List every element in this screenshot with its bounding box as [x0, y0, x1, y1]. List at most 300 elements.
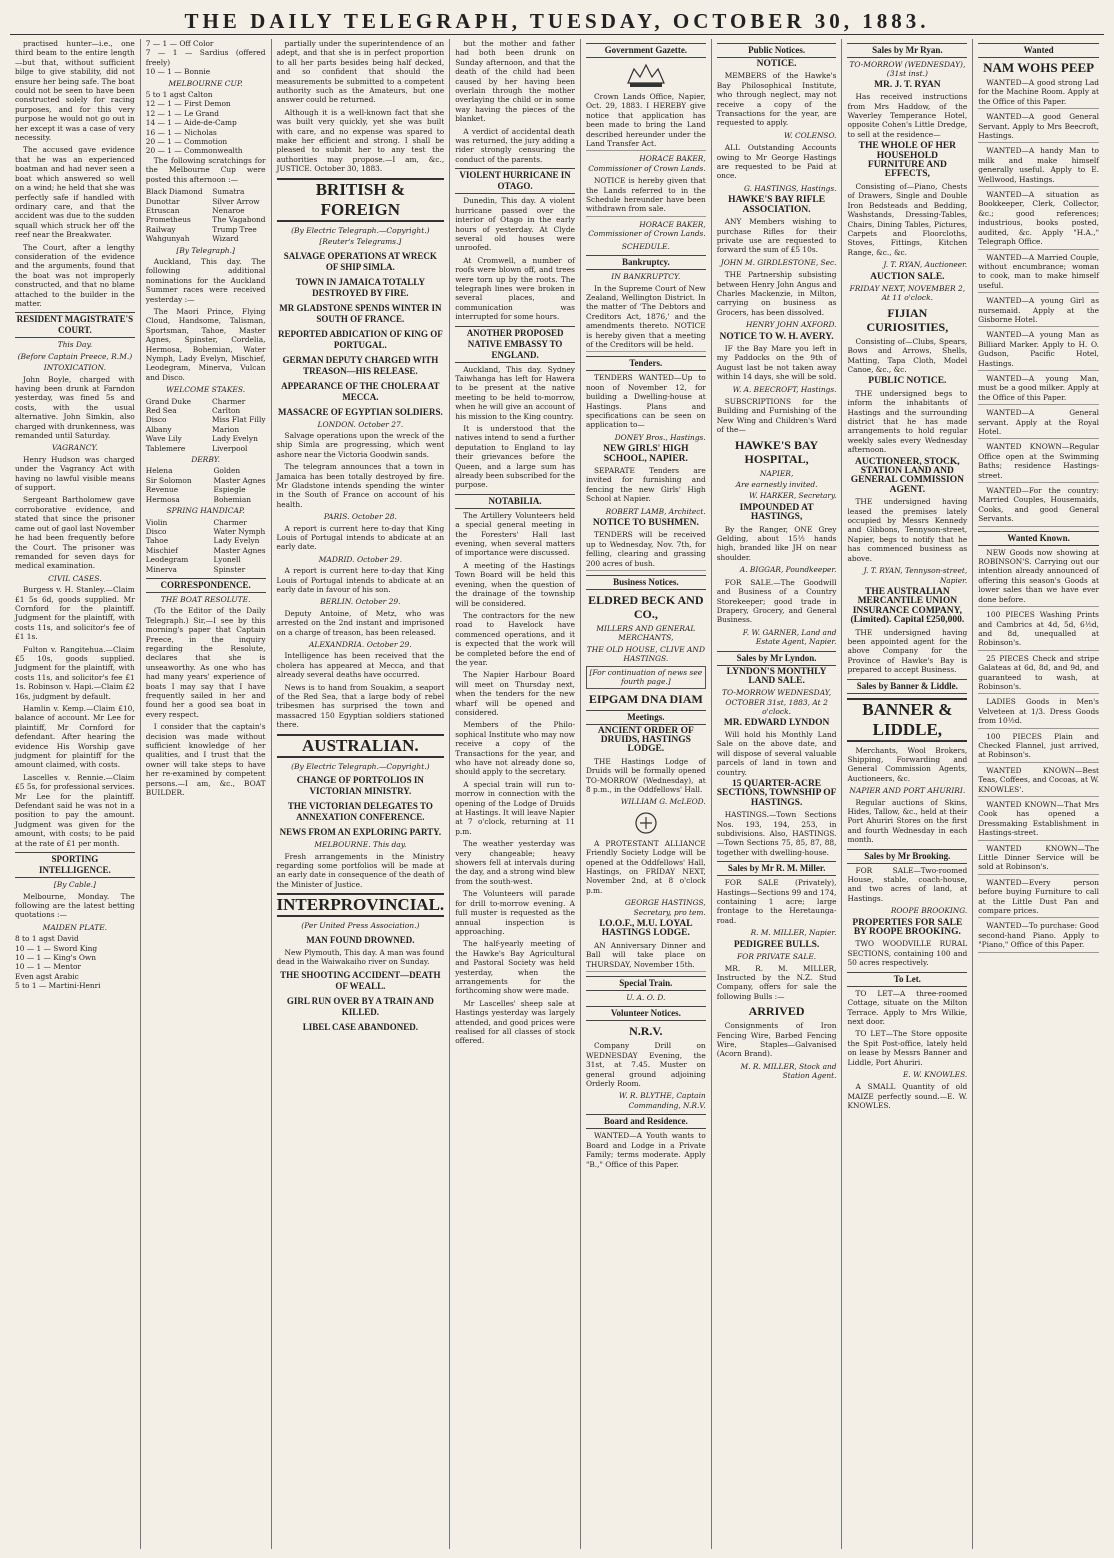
- girls-school-sig: ROBERT LAMB, Architect.: [605, 506, 706, 516]
- derby-table: [146, 466, 266, 504]
- auctioneer-heading: AUCTIONEER, STOCK, STATION LAND AND GENERAL COMMISSION AGENT.: [850, 456, 964, 495]
- melbourne-dateline: MELBOURNE. This day.: [314, 840, 407, 850]
- board-heading: Board and Residence.: [586, 1114, 706, 1129]
- lead-article-cont2: The Court, after a lengthy consideration of the evidence and the arguments, found that the boat was not improperly constructed, and that no blame attached to the builder in the matter.: [15, 242, 135, 308]
- notabilia-cont-5: The weather yesterday was very changeable; heavy showers fell at intervals during the day, and a strong wind blew from the south-west.: [455, 839, 575, 886]
- sporting-event: MAIDEN PLATE.: [42, 922, 108, 932]
- inter-headline-3: GIRL RUN OVER BY A TRAIN AND KILLED.: [286, 996, 434, 1018]
- native-heading: ANOTHER PROPOSED NATIVE EMBASSY TO ENGLAND.: [455, 326, 575, 363]
- welcome-item: Wave Lily: [145, 434, 182, 444]
- lead-cont-3: Although it is a well-known fact that she was built very quickly, yet she was built with care, and no expense was spared to make her efficient and strong. I shall be pleased to submit her to any test the authorities may propose.—I am, &c., JUSTICE. October 30, 1883.: [276, 107, 445, 174]
- vagrancy-heading: VAGRANCY.: [51, 443, 98, 453]
- betting-item: 10 — 1 — Bonnie: [145, 67, 211, 77]
- rifle-sig: JOHN M. GIRDLESTONE, Sec.: [720, 257, 837, 267]
- gov-notice-1-sig: HORACE BAKER, Commissioner of Crown Lands.: [588, 154, 706, 173]
- native-cont: It is understood that the natives intend to send a further deputation to England to lay their grievances before the Queen, and a large sum has already been subscribed for the purpose.: [455, 424, 575, 490]
- notabilia-cont-2: The contractors for the new road to Havelock have commenced operations, and it is expected that the work will be completed before the end of the year.: [455, 610, 575, 667]
- tenders-sig: DONEY Bros., Hastings.: [614, 432, 706, 442]
- nrv-sig: W. R. BLYTHE, Captain Commanding, N.R.V.: [618, 1091, 706, 1110]
- avery-text: IF the Bay Mare you left in my Paddocks on the 9th of August last be not taken away within 14 days, she will be sold.: [716, 343, 837, 382]
- banner-address: NAPIER AND PORT AHURIRI.: [849, 786, 966, 796]
- public-notice-heading: PUBLIC NOTICE.: [868, 376, 947, 387]
- girls-school-heading: NEW GIRLS' HIGH SCHOOL, NAPIER.: [603, 444, 689, 464]
- vagrancy-text: Henry Hudson was charged under the Vagrancy Act with having no lawful visible means of support.: [15, 454, 135, 493]
- notabilia-cont-4: A special train will run to-morrow in connection with the opening of the Lodge of Druids at Hastings. It will leave Napier at 7 o'clock, returning at 11 p.m.: [455, 779, 575, 836]
- scratch-col-a: [146, 187, 203, 243]
- headline-4: REPORTED ABDICATION OF KING OF PORTUGAL.: [278, 328, 443, 350]
- bushmen-heading: NOTICE TO BUSHMEN.: [592, 518, 699, 529]
- violent-cont: At Cromwell, a number of roofs were blown off, and trees were torn up by the roots. The telegraph lines were broken in several places, and communication was interrupted for some hours.: [455, 255, 575, 322]
- correspondence-sub: THE BOAT RESOLUTE.: [160, 594, 251, 604]
- welcome-item: Tablemere: [145, 443, 186, 453]
- odds-item: 10 — 1 — Mentor: [15, 962, 81, 972]
- bushmen-text: TENDERS will be received up to Wednesday, Nov. 7th, for felling, clearing and grassing 200 acres of bush.: [586, 530, 706, 571]
- derby-heading: DERBY.: [191, 455, 221, 465]
- column-8: [973, 39, 1104, 1549]
- gov-gazette-heading: Government Gazette.: [586, 43, 706, 58]
- pedigree-sub: FOR PRIVATE SALE.: [736, 952, 817, 962]
- court-before: (Before Captain Preece, R.M.): [17, 351, 133, 361]
- lyndon-text: Will hold his Monthly Land Sale on the above date, and will dispose of several valuable parcels of land in town and country.: [716, 729, 837, 777]
- scratch-item: Dunottar: [145, 196, 180, 206]
- rifle-text: ANY Members wishing to purchase Rifles for their private use are requested to forward the sum of £5 10s.: [716, 217, 837, 255]
- eipgam-heading: EIPGAM DNA DIAM: [588, 691, 703, 706]
- notabilia-text: The Artillery Volunteers held a special general meeting in the Foresters' Hall last evening, when several matters of importance were discussed.: [455, 510, 575, 558]
- column-1: [10, 39, 141, 1549]
- pedigree-text: MR. R. M. MILLER, Instructed by the N.Z. Stud Company, offers for sale the following Bulls :—: [716, 963, 837, 1001]
- ioof-text: AN Anniversary Dinner and Ball will take place on THURSDAY, November 15th.: [586, 941, 706, 972]
- column-4: [450, 39, 581, 1549]
- wanted-ad: WANTED—A handy Man to milk and make himself generally useful. Apply to E. Wellwood, Hastings.: [978, 146, 1099, 187]
- wanted-ad: WANTED—A good General Servant. Apply to Mrs Beecroft, Hastings.: [978, 112, 1099, 143]
- beck-footer: [For continuation of news see fourth page.]: [586, 666, 706, 689]
- civil-heading: CIVIL CASES.: [48, 573, 102, 583]
- spring-heading: SPRING HANDICAP.: [166, 506, 245, 516]
- welcome-item: Red Sea: [145, 406, 177, 416]
- inter-headline-4: LIBEL CASE ABANDONED.: [302, 1022, 418, 1033]
- wanted-ad: WANTED—A young Girl as nursemaid. Apply at the Gisborne Hotel.: [978, 296, 1099, 327]
- known-ad: 100 PIECES Washing Prints and Cambrics at 4d, 5d, 6½d, and 8d, unequalled at Robinson's.: [978, 610, 1099, 651]
- scratch-item: Wizard: [212, 234, 239, 244]
- london-dateline: LONDON. October 27.: [317, 419, 404, 429]
- wanted-ad: WANTED—A General servant. Apply at the Royal Hotel.: [978, 408, 1099, 439]
- sales-banner-heading: Sales by Banner & Liddle.: [847, 679, 967, 694]
- scratch-table: [146, 187, 266, 243]
- court-text: John Boyle, charged with having been drunk at Farndon yesterday, was fined 5s and costs, with the usual alternative. John Simkin, also charged with drunkenness, was remanded until Saturday.: [15, 374, 135, 441]
- known-ad: WANTED—To purchase: Good second-hand Piano. Apply to "Piano," Office of this Paper.: [978, 921, 1099, 952]
- notabilia-cont-8: Mr Lascelles' sheep sale at Hastings yesterday was largely attended, and good prices were realised for all classes of stock offered.: [455, 998, 575, 1046]
- alexandria-cont: News is to hand from Souakim, a seaport of the Red Sea, that a large body of rebel tribesmen has surprised the town and massacred 150 Egyptian soldiers stationed there.: [276, 682, 445, 730]
- derby-item: Master Agnes: [213, 475, 266, 485]
- known-ad: 25 PIECES Check and stripe Galateas at 6d, 8d, and 9d, and guaranteed to wash, at Robinson's.: [978, 654, 1099, 695]
- wanted-ad: WANTED—A good strong Lad for the Machine Room. Apply at the Office of this Paper.: [978, 78, 1099, 109]
- vagrancy-cont: Sergeant Bartholomew gave corroborative evidence, and stated that since the prisoner came out of gaol last November he had been frequently before the Court. The prisoner was remanded for seven days for medical examination.: [15, 495, 135, 571]
- known-ad: WANTED—Every person before buying Furniture to call at the Little Dust Pan and compare prices.: [978, 878, 1099, 919]
- impounded-sig: A. BIGGAR, Poundkeeper.: [739, 565, 837, 575]
- sporting-sub: [By Cable.]: [53, 880, 96, 890]
- nrv-text: Company Drill on WEDNESDAY Evening, the 31st, at 7.45. Muster on general ground adjoining Orderly Room.: [585, 1041, 706, 1089]
- scratch-item: Sumatra: [212, 187, 245, 197]
- avery-sig: W. A. BEECROFT, Hastings.: [732, 384, 837, 394]
- welcome-item: Disco: [145, 415, 167, 425]
- protestant-alliance-text: A PROTESTANT ALLIANCE Friendly Society Lodge will be opened at the Oddfellows' Hall, Hastings, on FRIDAY NEXT, November 2nd, at 8 o'clock p.m.: [585, 838, 706, 895]
- scratch-col-b: [212, 187, 265, 243]
- aus-headline-3: NEWS FROM AN EXPLORING PARTY.: [279, 827, 442, 838]
- scratch-item: Prometheus: [145, 215, 191, 225]
- column-3: [272, 39, 451, 1549]
- known-ad: WANTED KNOWN—Best Teas, Coffees, and Cocoas, at W. KNOWLES'.: [978, 766, 1099, 797]
- meetings-heading: Meetings.: [586, 710, 706, 725]
- impounded-text: By the Ranger, ONE Grey Gelding, about 15½ hands high, branded like JH on near shoulder.: [716, 524, 837, 562]
- spring-col-a: [146, 518, 189, 574]
- betting-item: 12 — 1 — First Demon: [145, 99, 231, 109]
- impounded-heading: IMPOUNDED AT HASTINGS,: [739, 502, 814, 523]
- spring-item: Lyonell: [213, 555, 241, 565]
- hospital-sig: W. HARKER, Secretary.: [749, 491, 837, 501]
- brooking-text: FOR SALE—Two-roomed House, stable, coach-house, and two acres of land, at Hastings.: [847, 865, 968, 903]
- column-7: [842, 39, 973, 1549]
- australian-sub: (By Electric Telegraph.—Copyright.): [291, 761, 430, 771]
- spring-item: Leodegram: [145, 555, 189, 565]
- spring-item: Tahoe: [145, 536, 169, 546]
- bankruptcy-heading: Bankruptcy.: [586, 255, 706, 270]
- lead-article: practised hunter—i.e., one third beam to the entire length—but that, without sufficient bilge to give stability, did not ensure her being safe. The boat could not be seen to have been constructed solely for racing purposes, and for this very purpose he would not go out in her except it was a case of very necessity.: [15, 39, 135, 143]
- civil-text: Burgess v. H. Stanley.—Claim £1 5s 6d, goods supplied. Mr Cornford for the plaintiff. Judgment for the plaintiff, with costs 11s, and solicitor's fee of £1 1s.: [15, 585, 135, 642]
- known-ad: WANTED KNOWN—That Mrs Cook has opened a Dressmaking Establishment in Hastings-street.: [978, 800, 1099, 841]
- auctioneer-sig: J. T. RYAN, Tennyson-street, Napier.: [863, 566, 968, 585]
- welcome-item: Charmer: [212, 396, 246, 406]
- rural-text: TWO WOODVILLE RURAL SECTIONS, containing 100 and 50 acres respectively.: [847, 939, 968, 968]
- court-heading: RESIDENT MAGISTRATE'S COURT.: [15, 312, 135, 338]
- banner-text: Regular auctions of Skins, Hides, Tallow, &c., held at their Port Ahuriri Stores on the first and fourth Wednesday in each month.: [847, 797, 968, 845]
- cable-text: Auckland, This day. The following additional nominations for the Auckland Summer races were received yesterday :—: [145, 256, 266, 304]
- royal-crest-icon: [624, 61, 668, 89]
- spring-item: Lady Evelyn: [213, 536, 260, 546]
- berlin-dateline: BERLIN. October 29.: [320, 597, 401, 607]
- spring-item: Master Agnes: [213, 545, 266, 555]
- emblem-icon: [626, 810, 666, 836]
- notabilia-text-2: Members of the Philo-sophical Institute who may now receive a copy of the Transactions for the year, and who have not already done so, should apply to the secretary.: [455, 720, 575, 777]
- auction-sale-heading: AUCTION SALE.: [870, 271, 945, 282]
- alexandria-dateline: ALEXANDRIA. October 29.: [308, 640, 412, 650]
- paris-dateline: PARIS. October 28.: [323, 512, 397, 522]
- welcome-col-b: [212, 397, 265, 453]
- betting-item: 14 — 1 — Aide-de-Camp: [145, 118, 237, 128]
- pedigree-heading: PEDIGREE BULLS.: [733, 939, 820, 950]
- aus-headline-1: CHANGE OF PORTFOLIOS IN VICTORIAN MINISTRY.: [296, 775, 424, 797]
- british-foreign-heading: BRITISH & FOREIGN: [277, 178, 445, 222]
- wanted-heading: Wanted: [978, 43, 1099, 58]
- wanted-ad: WANTED—A young Man as Billiard Marker. Apply to H. O. Gudson, Pacific Hotel, Hastings.: [978, 330, 1099, 371]
- sporting-text: Melbourne, Monday. The following are the latest betting quotations :—: [15, 891, 135, 920]
- wanted-known-heading: Wanted Known.: [978, 531, 1099, 546]
- arrived-heading: ARRIVED: [748, 1004, 805, 1019]
- forsale-text: FOR SALE.—The Goodwill and Business of a Country Storekeeper; good trade in Drapery, Grocery, and General Business.: [716, 577, 837, 625]
- derby-col-b: [214, 466, 266, 504]
- nam-wohs-peep-heading: NAM WOHS PEEP: [983, 60, 1095, 75]
- sales-brooking-heading: Sales by Mr Brooking.: [847, 849, 967, 864]
- headline-6: APPEARANCE OF THE CHOLERA AT MECCA.: [281, 380, 440, 402]
- scratch-item: The Vagabond: [212, 215, 266, 225]
- spring-item: Disco: [145, 526, 167, 536]
- spring-item: Mischief: [145, 545, 178, 555]
- lyndon-monthly: LYNDON'S MONTHLY LAND SALE.: [726, 666, 827, 686]
- interprovincial-sub: (Per United Press Association.): [301, 921, 420, 931]
- odds-list: [15, 934, 135, 990]
- headline-2: TOWN IN JAMAICA TOTALLY DESTROYED BY FIRE.: [295, 276, 425, 298]
- maize-text: A SMALL Quantity of old MAIZE perfectly sound.—E. W. KNOWLES.: [847, 1082, 968, 1111]
- derby-item: Bohemian: [213, 494, 252, 504]
- notabilia-cont-6: The Volunteers will parade for drill to-morrow evening. A full muster is requested as the annual inspection is approaching.: [455, 889, 575, 936]
- column-6: [712, 39, 843, 1549]
- violent-heading: VIOLENT HURRICANE IN OTAGO.: [455, 168, 575, 194]
- notabilia-cont-7: The half-yearly meeting of the Hawke's Bay Agricultural and Pastoral Society was held yesterday, when the arrangements for the forthcoming show were made.: [455, 939, 575, 996]
- spring-item: Minerva: [145, 564, 177, 574]
- interprovincial-heading: INTERPROVINCIAL.: [277, 893, 445, 917]
- accounts-text: ALL Outstanding Accounts owing to Mr George Hastings are requested to be Paid at once.: [716, 143, 837, 181]
- inter-text-1: New Plymouth, This day. A man was found dead in the Waiwakaiho river on Sunday.: [276, 947, 445, 966]
- auctioneer-text: THE undersigned having leased the premises lately occupied by Messrs Kennedy and Gibbons, Tennyson-street, Napier, begs to notify that he has commenced business as above.: [847, 497, 968, 563]
- special-train-heading: Special Train.: [586, 976, 706, 991]
- scratch-item: Trump Tree: [212, 224, 257, 234]
- welcome-col-a: [146, 397, 191, 453]
- court-day: This Day.: [57, 340, 93, 350]
- lead-article-4: but the mother and father had both been drunk on Sunday afternoon, and that the death of the child had been caused by her having been overlain through the mother overlaying the child or in some way having the pieces of the blanket.: [455, 39, 575, 124]
- lead-article-3: partially under the superintendence of an adept, and that she is in perfect proportion to all her parts besides being half decked, and so confident that should the measurements be submitted to a competent authority such as the Amateurs, but one answer could be returned.: [276, 39, 445, 105]
- inter-headline-2: THE SHOOTING ACCIDENT—DEATH OF WEALL.: [280, 970, 441, 992]
- banner-sub: Merchants, Wool Brokers, Shipping, Forwarding and General Commission Agents, Auctioneers, &c.: [847, 745, 968, 783]
- column-2: [141, 39, 272, 1549]
- public-notice-text: THE undersigned begs to inform the inhabitants of Hastings and the surrounding district that he has made arrangements to hold regular weekly sales every Wednesday afternoon.: [847, 388, 968, 455]
- betting-item: 16 — 1 — Nicholas: [145, 127, 217, 137]
- scratch-item: Etruscan: [145, 205, 180, 215]
- fijian-heading: FIJIAN CURIOSITIES,: [866, 305, 949, 334]
- known-ad: NEW Goods now showing at ROBINSON'S. Carrying out our intention already announced of offering this season's Goods at lower sales than we have ever done before.: [978, 548, 1099, 607]
- sporting-heading: SPORTING INTELLIGENCE.: [15, 852, 135, 878]
- wanted-ad: WANTED KNOWN—Regular Office open at the Swimming Baths; residence Hastings-street.: [978, 442, 1099, 483]
- british-sub: (By Electric Telegraph.—Copyright.): [291, 225, 430, 235]
- headline-7: MASSACRE OF EGYPTIAN SOLDIERS.: [278, 406, 443, 417]
- spring-item: Charmer: [213, 517, 247, 527]
- derby-item: Golden: [213, 466, 241, 476]
- odds-item: 10 — 1 — King's Own: [15, 952, 96, 962]
- scratch-item: Silver Arrow: [212, 196, 260, 206]
- tenders-heading: Tenders.: [586, 356, 706, 371]
- hospital-sub: NAPIER,: [759, 468, 794, 478]
- alexandria-text: Intelligence has been received that the cholera has appeared at Mecca, and that already several deaths have occurred.: [276, 651, 445, 680]
- notabilia-cont-3: The Napier Harbour Board will meet on Thursday next, when the tenders for the new wharf will be opened and considered.: [455, 670, 575, 717]
- notabilia-heading: NOTABILIA.: [455, 494, 575, 509]
- miller-text: FOR SALE (Privately), Hastings—Sections 99 and 174, containing 1 acre; large frontage to the Heretaunga-road.: [716, 878, 837, 925]
- lead-cont-4: A verdict of accidental death was returned, the jury adding a rider strongly censuring the conduct of the parents.: [455, 126, 575, 164]
- derby-item: Revenue: [145, 485, 179, 495]
- headline-1: SALVAGE OPERATIONS AT WRECK OF SHIP SIMLA.: [283, 250, 437, 272]
- known-ad: 100 PIECES Plain and Checked Flannel, just arrived, at Robinson's.: [978, 732, 1099, 763]
- correspondence-cont: I consider that the captain's decision was made without sufficient knowledge of her qualities, and I trust that the owner will take steps to have her re-examined by competent persons.—I am, &c., BOAT BUILDER.: [145, 722, 266, 798]
- brooking-sig: ROOPE BROOKING.: [890, 906, 968, 916]
- ryan-date: TO-MORROW (WEDNESDAY), (31st inst.): [849, 60, 966, 79]
- fijian-text: Consisting of—Clubs, Spears, Bows and Arrows, Shells, Matting, Tapa Cloth, Model Canoe, &c., &c.: [847, 336, 968, 374]
- nrv-heading: N.R.V.: [629, 1024, 663, 1039]
- sales-lyndon-heading: Sales by Mr Lyndon.: [717, 651, 837, 666]
- welcome-item: Carlton: [212, 406, 241, 416]
- notice-heading: NOTICE.: [756, 59, 797, 69]
- special-train-sub: U. A. O. D.: [626, 993, 666, 1003]
- board-text: WANTED—A Youth wants to Board and Lodge in a Private Family; terms moderate. Apply "B.," Office of this Paper.: [585, 1131, 706, 1169]
- spring-item: Water Nymph: [213, 526, 266, 536]
- lyndon-date: TO-MORROW WEDNESDAY, OCTOBER 31st, 1883, At 2 o'clock.: [721, 688, 832, 717]
- welcome-item: Lady Evelyn: [212, 434, 258, 444]
- civil-cont3: Lascelles v. Rennie.—Claim £5 5s, for professional services. Mr Lee for the plaintiff. Defendant said he was not in a position to pay the amount. Judgment was given for the amount, with costs; to be paid at the rate of £1 per month.: [15, 772, 135, 848]
- beck-heading: ELDRED BECK AND CO.,: [588, 593, 704, 622]
- wanted-ad: WANTED—For the country: Married Couples, Housemaids, Cooks, and good General Servants.: [978, 486, 1099, 527]
- betting-item: 5 to 1 agst Calton: [145, 90, 213, 100]
- welcome-item: Miss Flat Filly: [212, 415, 266, 425]
- nominations-text: The following scratchings for the Melbourne Cup were posted this afternoon :—: [145, 155, 266, 184]
- welcome-item: Liverpool: [212, 443, 248, 453]
- spring-item: Violin: [145, 517, 168, 527]
- court-sub: INTOXICATION.: [43, 363, 106, 373]
- wanted-ad: WANTED—A young Man, must be a good milker. Apply at the Office of this Paper.: [978, 374, 1099, 405]
- to-let-heading: To Let.: [847, 972, 967, 987]
- civil-cont2: Hamlin v. Kemp.—Claim £10, balance of account. Mr Lee for plaintiff, Mr Cornford for defendant. After hearing the evidence His Worship gave judgment for plaintiff for the amount claimed, with costs.: [15, 704, 135, 770]
- paris-text: A report is current here to-day that King Louis of Portugal intends to abdicate at an early date.: [276, 523, 445, 552]
- notice-text: MEMBERS of the Hawke's Bay Philosophical Institute, who through neglect, may not receive a copy of the Transactions for the year, are requested to apply.: [716, 71, 837, 128]
- civil-cont: Fulton v. Rangitehua.—Claim £5 10s, goods supplied. Judgment for the plaintiff, with costs 11s, and solicitor's fee £1 1s. Robinson v. Hapi.—Claim £2 16s, judgment by default.: [15, 644, 135, 701]
- partnership-text: THE Partnership subsisting between Henry John Angus and Charles Mackenzie, in Milton, carrying on business as Grocers, has been dissolved.: [716, 270, 837, 317]
- to-let-text: TO LET—A three-roomed Cottage, situate on the Milton Terrace. Apply to Mrs Wilkie, next door.: [847, 988, 968, 1026]
- notabilia-cont-1: A meeting of the Hastings Town Board will be held this evening, when the question of the drainage of the township will be considered.: [455, 560, 575, 608]
- business-notices-heading: Business Notices.: [586, 575, 706, 590]
- welcome-table: [146, 397, 266, 453]
- wanted-ad: WANTED—A situation as Bookkeeper, Clerk, Collector, &c.; good references; industrious, books posted, audited, &c. Apply "H.A.," Telegraph Office.: [978, 190, 1099, 249]
- correspondence-heading: CORRESPONDENCE.: [146, 578, 266, 593]
- gov-notice-2-sig: HORACE BAKER, Commissioner of Crown Lands.: [588, 219, 706, 239]
- betting-list: [146, 39, 266, 156]
- native-text: Auckland, This day. Sydney Taiwhanga has left for Hawera to be present at the native meeting to be held to-morrow, when he will give an account of his mission to the King country.: [455, 364, 575, 421]
- betting-item: 7 — 1 — Off Color: [145, 39, 214, 48]
- accounts-sig: G. HASTINGS, Hastings.: [743, 183, 837, 193]
- druids-text: THE Hastings Lodge of Druids will be formally opened TO-MORROW (Wednesday), at 8 p.m., in the Oddfellows' Hall.: [585, 756, 706, 794]
- berlin-text: Deputy Antoine, of Metz, who was arrested on the 2nd instant and imprisoned on a charge of treason, has been released.: [276, 608, 445, 637]
- beck-sub: MILLERS AND GENERAL MERCHANTS,: [596, 624, 696, 643]
- mercantile-text: THE undersigned having been appointed agent for the above Company for the Province of Hawke's Bay is prepared to accept Business.: [847, 627, 968, 675]
- lead-article-cont: The accused gave evidence that he was an experienced boatman and had never seen a boat which answered so well on a wind; he held that she was perfectly safe if handled with ordinary care, and that the accident was due to the sudden squall which struck her off the reef near the Breakwater.: [15, 145, 135, 240]
- quarter-acre-heading: 15 QUARTER-ACRE SECTIONS, TOWNSHIP OF HASTINGS.: [716, 779, 837, 808]
- british-via: [Reuter's Telegrams.]: [319, 237, 402, 247]
- ioof-heading: I.O.O.F., M.U. LOYAL HASTINGS LODGE.: [599, 919, 693, 939]
- known-ad: WANTED KNOWN—The Little Dinner Service will be sold at Robinson's.: [978, 844, 1099, 875]
- melbourne-text: Fresh arrangements in the Ministry regarding some portfolios will be made at an early date in consequence of the death of the Minister of Justice.: [276, 851, 445, 889]
- forsale-sig: F. W. GARNER, Land and Estate Agent, Napier.: [742, 627, 837, 647]
- sales-miller-heading: Sales by Mr R. M. Miller.: [717, 861, 837, 876]
- druids-sig: WILLIAM G. McLEOD.: [620, 797, 706, 807]
- volunteer-heading: Volunteer Notices.: [586, 1006, 706, 1021]
- betting-item: 12 — 1 — Le Grand: [145, 108, 219, 118]
- rifle-heading: HAWKE'S BAY RIFLE ASSOCIATION.: [728, 195, 826, 215]
- ryan-sig: J. T. RYAN, Auctioneer.: [883, 260, 968, 270]
- scratch-item: Railway: [145, 224, 176, 234]
- miller-sig: R. M. MILLER, Napier.: [750, 928, 837, 938]
- ryan-agent: MR. J. T. RYAN: [874, 79, 941, 90]
- welcome-item: Albany: [145, 424, 172, 434]
- betting-item: 20 — 1 — Commonwealth: [145, 146, 243, 156]
- scratch-item: Nenaroe: [212, 205, 245, 215]
- public-notices-heading: Public Notices.: [717, 43, 837, 58]
- bankruptcy-sub: IN BANKRUPTCY.: [611, 272, 681, 282]
- derby-item: Helena: [145, 466, 173, 476]
- odds-item: 5 to 1 — Martini-Henri: [15, 981, 101, 991]
- cable-heading: [By Telegraph.]: [176, 245, 235, 255]
- known-ad: LADIES Goods in Men's Velveteen at 1/3. Dress Goods from 10½d.: [978, 697, 1099, 728]
- gov-notice-1: Crown Lands Office, Napier, Oct. 29, 1883. I HEREBY give notice that application has been made to bring the Land described hereunder under the Land Transfer Act.: [586, 92, 706, 151]
- schedule-heading: SCHEDULE.: [621, 241, 670, 251]
- hospital-text: Are earnestly invited.: [735, 480, 818, 490]
- welcome-heading: WELCOME STAKES.: [166, 385, 246, 395]
- spring-item: Spinster: [213, 564, 246, 574]
- avery-heading: NOTICE TO W. H. AVERY.: [719, 331, 834, 342]
- odds-item: Even agst Arabic: [15, 971, 79, 981]
- beck-address: THE OLD HOUSE, CLIVE AND HASTINGS.: [586, 644, 705, 664]
- derby-item: Espiegle: [213, 485, 246, 495]
- mercantile-heading: THE AUSTRALIAN MERCANTILE UNION INSURANCE COMPANY, (Limited). Capital £250,000.: [850, 586, 965, 626]
- tenders-text: TENDERS WANTED—Up to noon of November 12, for building a Dwelling-house at Hastings. Plans and specifications can be seen on application to—: [585, 373, 706, 430]
- ryan-text: Has received instructions from Mrs Haddow, of the Waverley Temperance Hotel, opposite Cohen's Little Dredge, to sell at the residence—: [847, 92, 968, 139]
- druids-heading: ANCIENT ORDER OF DRUIDS, HASTINGS LODGE.: [597, 725, 694, 755]
- lyndon-agent: MR. EDWARD LYNDON: [723, 717, 830, 728]
- partnership-sig: HENRY JOHN AXFORD.: [745, 320, 837, 330]
- protestant-alliance-sig: GEORGE HASTINGS, Secretary, pro tem.: [624, 898, 706, 917]
- to-let-sig: E. W. KNOWLES.: [903, 1069, 968, 1079]
- bankruptcy-text: In the Supreme Court of New Zealand, Wellington District. In the matter of 'The Debtors and Creditors Act, 1876,' and the amendments thereto. NOTICE is hereby given that a meeting of the Creditors will be held.: [586, 284, 706, 353]
- headline-5: GERMAN DEPUTY CHARGED WITH TREASON—HIS RELEASE.: [282, 354, 439, 376]
- london-text: Salvage operations upon the wreck of the ship Simla are progressing, which went ashore near the Victoria Goodwin sands.: [276, 430, 445, 459]
- correspondence-text: (To the Editor of the Daily Telegraph.) Sir,—I see by this morning's paper that Captain Preece, in the inquiry regarding the Resolute, declares that she is unseaworthy. As one who has had many years' experience of boats I may say that I have frequently sailed in her and found her a good sea boat in every respect.: [145, 606, 266, 719]
- derby-col-a: [146, 466, 192, 504]
- spring-col-b: [214, 518, 266, 574]
- madrid-text: A report is current here to-day that King Louis of Portugal intends to abdicate at an early date in favour of his son.: [276, 566, 445, 594]
- derby-item: Sir Solomon: [145, 475, 192, 485]
- cable-cont: The Maori Prince, Flying Cloud, Handsome, Talisman, Sportsman, Tahoe, Master Agnes, Spinster, Cordelia, Hermosa, Bohemian, Water Nymph, Lady Evelyn, Mischief, Leodegram, Minerva, Vulcan and Disco.: [145, 306, 266, 382]
- lyndon-cont: HASTINGS.—Town Sections Nos. 193, 194, 253, in subdivisions. Also, HASTINGS.—Town Sections 75, 85, 87, 88, together with dwelling-house.: [716, 810, 837, 857]
- column-5: [581, 39, 712, 1549]
- ryan-furniture: THE WHOLE OF HER HOUSEHOLD FURNITURE AND EFFECTS,: [858, 141, 957, 180]
- arrived-text: Consignments of Iron Fencing Wire, Barbed Fencing Wire, Staples—Galvanised (Acorn Brand).: [716, 1021, 837, 1059]
- madrid-dateline: MADRID. October 29.: [318, 554, 402, 564]
- banner-liddle-heading: BANNER & LIDDLE,: [847, 698, 967, 742]
- headline-3: MR GLADSTONE SPENDS WINTER IN SOUTH OF FRANCE.: [279, 302, 442, 324]
- violent-text: Dunedin, This day. A violent hurricane passed over the interior of Otago in the early hours of yesterday. At Clyde several old houses were unroofed.: [455, 196, 575, 253]
- hospital-heading: HAWKE'S BAY HOSPITAL,: [734, 437, 819, 466]
- to-let-text-2: TO LET—The Store opposite the Spit Post-office, lately held on lease by Messrs Banner and Liddle, Port Ahuriri.: [847, 1029, 968, 1067]
- sales-ryan-heading: Sales by Mr Ryan.: [847, 43, 967, 58]
- welcome-item: Marion: [212, 424, 240, 434]
- odds-item: 10 — 1 — Sword King: [15, 943, 98, 953]
- notice-sig: W. COLENSO.: [783, 130, 837, 140]
- scratch-item: Black Diamond: [145, 187, 203, 197]
- melbourne-cup-heading: MELBOURNE CUP.: [168, 78, 243, 88]
- arrived-sig: M. R. MILLER, Stock and Station Agent.: [740, 1061, 837, 1081]
- gov-notice-2: NOTICE is hereby given that the Lands referred to in the Schedule hereunder have been withdrawn from sale.: [586, 176, 706, 217]
- columns: [10, 39, 1104, 1549]
- odds-item: 8 to 1 agst David: [15, 934, 79, 944]
- subscriptions-text: SUBSCRIPTIONS for the Building and Furnishing of the New Wing and Children's Ward of the—: [716, 397, 837, 435]
- wanted-ad: WANTED—A Married Couple, without encumbrance; woman to cook, man to make himself useful.: [978, 253, 1099, 294]
- australian-heading: AUSTRALIAN.: [277, 734, 445, 758]
- welcome-item: Grand Duke: [145, 396, 191, 406]
- derby-item: Hermosa: [145, 494, 180, 504]
- inter-headline-1: MAN FOUND DROWNED.: [306, 934, 415, 945]
